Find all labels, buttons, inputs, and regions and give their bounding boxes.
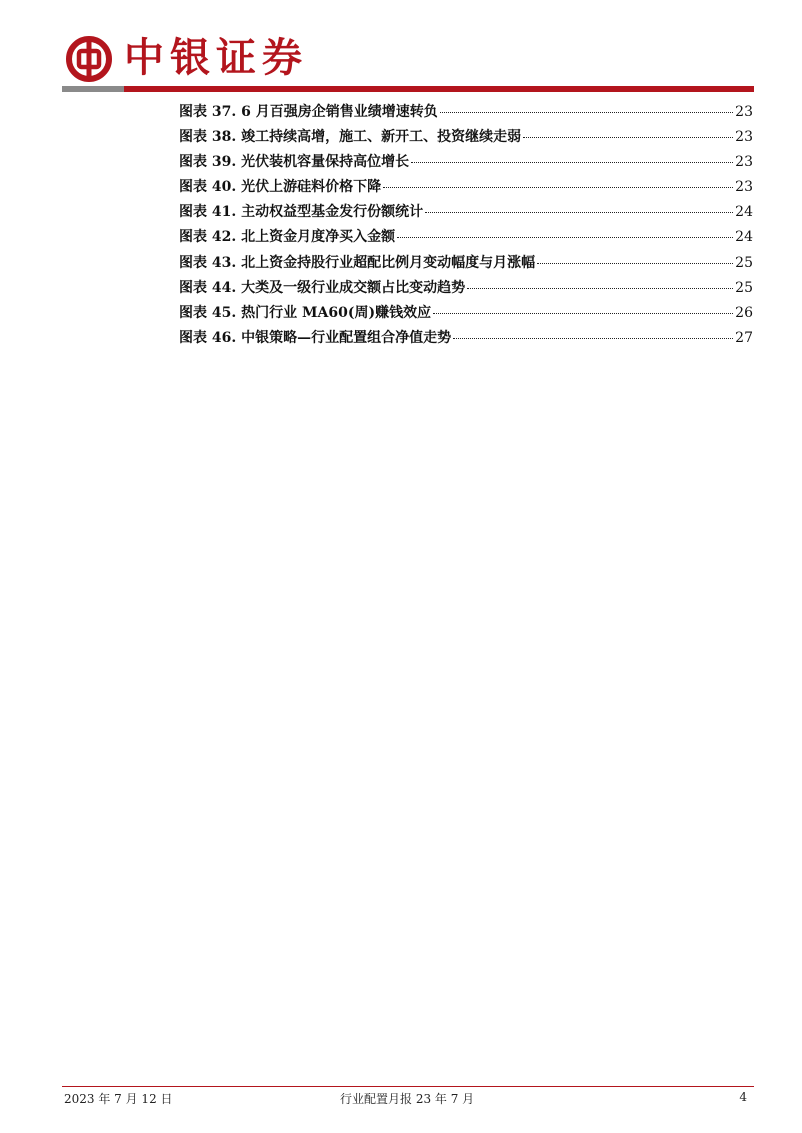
toc-dot-leader [453,338,733,339]
toc-entry-page-number: 23 [735,104,753,120]
toc-entry-page-number: 24 [735,229,753,246]
toc-dot-leader [467,288,733,289]
header-divider-grey [62,86,124,92]
toc-entry-label: 图表 45. 热门行业 MA60(周)赚钱效应 [179,304,432,321]
toc-entry-label: 图表 41. 主动权益型基金发行份额统计 [179,204,424,221]
toc-entry-label: 图表 37. 6 月百强房企销售业绩增速转负 [179,104,438,120]
toc-entry[interactable] [179,327,753,352]
figure-index-list [179,101,753,352]
toc-dot-leader [425,212,733,213]
bank-of-china-logo-icon [64,34,114,84]
toc-entry-page-number: 23 [735,129,753,146]
toc-entry-page-number: 27 [735,329,753,346]
toc-entry-label: 图表 46. 中银策略—行业配置组合净值走势 [179,329,452,346]
toc-entry-page-number: 24 [735,204,753,221]
toc-dot-leader [537,263,733,264]
footer-report-title: 行业配置月报 23 年 7 月 [340,1092,475,1106]
toc-entry[interactable] [179,302,753,327]
toc-dot-leader [411,162,733,163]
toc-entry-page-number: 25 [735,279,753,296]
toc-entry-label: 图表 44. 大类及一级行业成交额占比变动趋势 [179,279,466,296]
footer-divider [62,1086,754,1087]
toc-entry[interactable] [179,151,753,176]
toc-entry[interactable] [179,252,753,277]
toc-entry-label: 图表 40. 光伏上游硅料价格下降 [179,179,382,196]
toc-dot-leader [523,137,733,138]
toc-entry-page-number: 25 [735,254,753,271]
footer-page-number: 4 [739,1090,747,1104]
toc-entry[interactable] [179,101,753,126]
toc-entry[interactable] [179,126,753,151]
toc-entry[interactable] [179,226,753,251]
toc-dot-leader [433,313,733,314]
toc-entry[interactable] [179,176,753,201]
toc-entry-page-number: 23 [735,179,753,196]
toc-dot-leader [440,112,733,113]
brand-name: 中银证券 [124,35,308,81]
toc-dot-leader [383,187,733,188]
toc-entry[interactable] [179,277,753,302]
footer-date: 2023 年 7 月 12 日 [64,1092,173,1106]
toc-entry[interactable] [179,201,753,226]
toc-entry-page-number: 23 [735,154,753,171]
toc-dot-leader [397,237,733,238]
toc-entry-label: 图表 39. 光伏装机容量保持高位增长 [179,154,410,171]
header-divider-red [124,86,754,92]
toc-entry-label: 图表 42. 北上资金月度净买入金额 [179,229,396,246]
toc-entry-page-number: 26 [735,304,753,321]
toc-entry-label: 图表 43. 北上资金持股行业超配比例月变动幅度与月涨幅 [179,254,536,271]
toc-entry-label: 图表 38. 竣工持续高增，施工、新开工、投资继续走弱 [179,129,522,146]
